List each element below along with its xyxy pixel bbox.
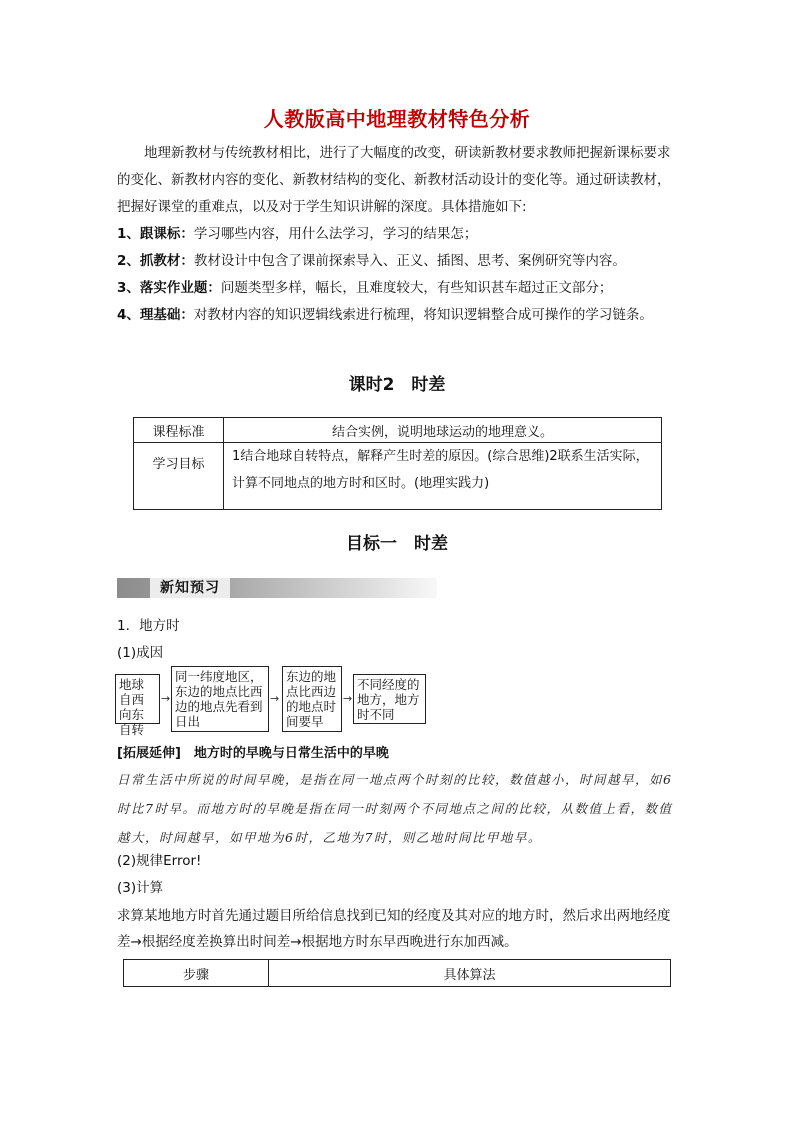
- measure-text: 对教材内容的知识逻辑线索进行梳理，将知识逻辑整合成可操作的学习链条。: [193, 307, 653, 323]
- flow-box: 东边的地点比西边的地点时间要早: [282, 666, 342, 732]
- measure-label: 3、落实作业题：: [117, 280, 221, 296]
- measure-item: [117, 221, 683, 248]
- calc-paragraph: 求算某地地方时首先通过题目所给信息找到已知的经度及其对应的地方时，然后求出两地经度差→根据经度差换算出时间差→根据地方时东早西晚进行东加西减。: [117, 908, 671, 950]
- section-bar-label: 新知预习: [150, 578, 230, 598]
- arrow-icon: →: [343, 692, 353, 705]
- measure-label: 2、抓教材：: [117, 253, 194, 269]
- table-row: [124, 960, 671, 987]
- flow-box: 不同经度的地方，地方时不同: [353, 674, 426, 724]
- table-cell: 学习目标: [134, 443, 224, 510]
- intro-section: [117, 140, 683, 329]
- page-title: 人教版高中地理教材特色分析: [263, 107, 531, 131]
- table-row: [134, 443, 662, 510]
- flow-box: 同一纬度地区，东边的地点比西边的地点先看到日出: [171, 666, 269, 732]
- measure-text: 学习哪些内容，用什么法学习，学习的结果怎；: [193, 226, 478, 242]
- intro-paragraph: 地理新教材与传统教材相比，进行了大幅度的改变，研读新教材要求教师把握新课标要求的变化、新教材内容的变化、新教材结构的变化、新教材活动设计的变化等。通过研读教材，把握好课堂的重难点，以及对于学生知识讲解的深度。具体措施如下:: [117, 145, 671, 215]
- flow-box: 地球自西向东自转: [115, 674, 160, 724]
- table-header: 具体算法: [269, 960, 671, 987]
- goal-title: 目标一 时差: [346, 534, 448, 554]
- extension-heading: [拓展延伸] 地方时的早晚与日常生活中的早晚: [117, 746, 389, 761]
- subheading: (1)成因: [117, 645, 164, 661]
- measure-text: 教材设计中包含了课前探索导入、正义、插图、思考、案例研究等内容。: [193, 253, 626, 269]
- subheading: (3)计算: [117, 880, 164, 896]
- subheading: (2)规律Error!: [117, 853, 202, 869]
- standards-table: [133, 417, 662, 510]
- arrow-icon: →: [161, 692, 171, 705]
- measure-item: [117, 302, 683, 329]
- table-cell: 课程标准: [134, 418, 224, 443]
- subheading: 1．地方时: [117, 618, 180, 634]
- table-row: [134, 418, 662, 443]
- measure-text: 问题类型多样，幅长，且难度较大，有些知识甚车超过正文部分；: [220, 280, 613, 296]
- table-cell: 1结合地球自转特点，解释产生时差的原因。(综合思维)2联系生活实际，计算不同地点的地方时和区时。(地理实践力): [224, 443, 662, 510]
- steps-table: [123, 959, 671, 987]
- section-bar: [117, 578, 437, 598]
- measure-item: [117, 275, 683, 302]
- extension-text: 日常生活中所说的时间早晚，是指在同一地点两个时刻的比较，数值越小，时间越早，如6时比7时早。而地方时的早晚是指在同一时刻两个不同地点之间的比较，从数值上看，数值越大，时间越早，如甲地为6时，乙地为7时，则乙地时间比甲地早。: [117, 772, 673, 845]
- lesson-title: 课时2 时差: [348, 375, 446, 395]
- table-cell: 结合实例，说明地球运动的地理意义。: [224, 418, 662, 443]
- measure-item: [117, 248, 683, 275]
- arrow-icon: →: [270, 692, 280, 705]
- measure-label: 1、跟课标：: [117, 226, 194, 242]
- measure-label: 4、理基础：: [117, 307, 194, 323]
- table-header: 步骤: [124, 960, 269, 987]
